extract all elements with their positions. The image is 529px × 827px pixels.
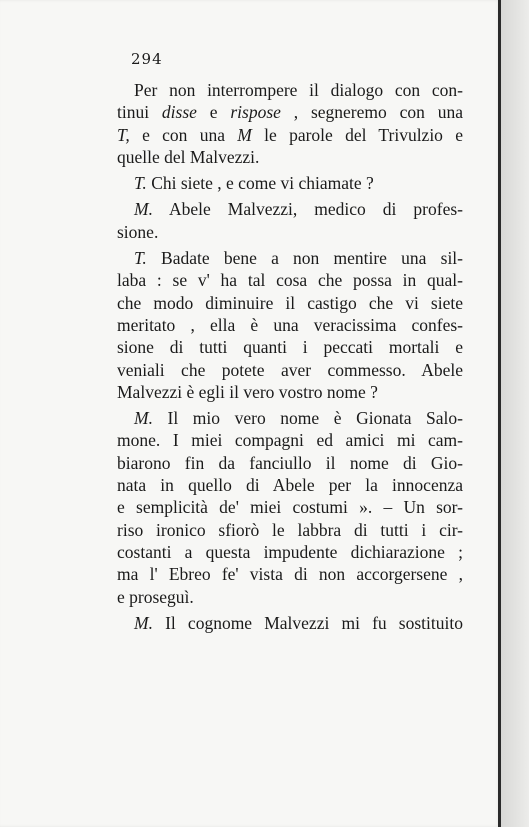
paragraph <box>117 79 463 168</box>
text-line: riso ironico sfiorò le labbra di tutti i cir- <box>117 519 463 540</box>
text-line: Malvezzi è egli il vero vostro nome ? <box>117 381 378 402</box>
text-line: meritato , ella è una veracissima confes- <box>117 314 463 335</box>
text-line: costanti a questa impudente dichiarazione ; <box>117 541 463 562</box>
italic-text: M. <box>134 199 153 220</box>
italic-text: T. <box>134 173 147 194</box>
italic-text: T. <box>134 248 147 269</box>
page-number: 294 <box>131 50 163 68</box>
italic-text: M <box>237 124 252 145</box>
italic-text: M. <box>134 408 153 429</box>
text-line: veniali che potete aver commesso. Abele <box>117 359 463 380</box>
italic-text: T, <box>117 124 130 145</box>
paragraph <box>117 612 463 634</box>
paragraph <box>117 198 463 243</box>
page-body-text <box>117 79 463 634</box>
text-line: nata in quello di Abele per la innocenza <box>117 475 463 496</box>
text-line: biarono fin da fanciullo il nome di Gio- <box>117 452 463 473</box>
facing-page-edge <box>501 0 529 827</box>
text-line: M. Abele Malvezzi, medico di profes- <box>134 199 463 220</box>
text-line: e semplicità de' miei costumi ». – Un sor- <box>117 497 463 518</box>
text-line: T. Chi siete , e come vi chiamate ? <box>134 173 374 194</box>
paragraph <box>117 407 463 608</box>
text-line: M. Il cognome Malvezzi mi fu sostituito <box>134 612 463 633</box>
text-line: mone. I miei compagni ed amici mi cam- <box>117 430 463 451</box>
text-line: laba : se v' ha tal cosa che possa in qual- <box>117 270 463 291</box>
paragraph <box>117 172 463 194</box>
text-line: Per non interrompere il dialogo con con- <box>134 80 463 100</box>
text-line: sione di tutti quanti i peccati mortali e <box>117 337 463 358</box>
text-line: T. Badate bene a non mentire una sil- <box>134 248 463 269</box>
text-line: sione. <box>117 221 159 242</box>
text-line: e proseguì. <box>117 586 194 607</box>
text-line: che modo diminuire il castigo che vi siete <box>117 292 463 313</box>
text-line: tinui disse e rispose , segneremo con una <box>117 102 463 123</box>
text-line: M. Il mio vero nome è Gionata Salo- <box>134 408 463 429</box>
text-line: T, e con una M le parole del Trivulzio e <box>117 124 463 145</box>
text-line: quelle del Malvezzi. <box>117 146 260 167</box>
paragraph <box>117 247 463 403</box>
text-line: ma l' Ebreo fe' vista di non accorgersene , <box>117 564 463 585</box>
italic-text: rispose <box>230 102 281 123</box>
italic-text: M. <box>134 612 153 633</box>
italic-text: disse <box>161 102 197 123</box>
